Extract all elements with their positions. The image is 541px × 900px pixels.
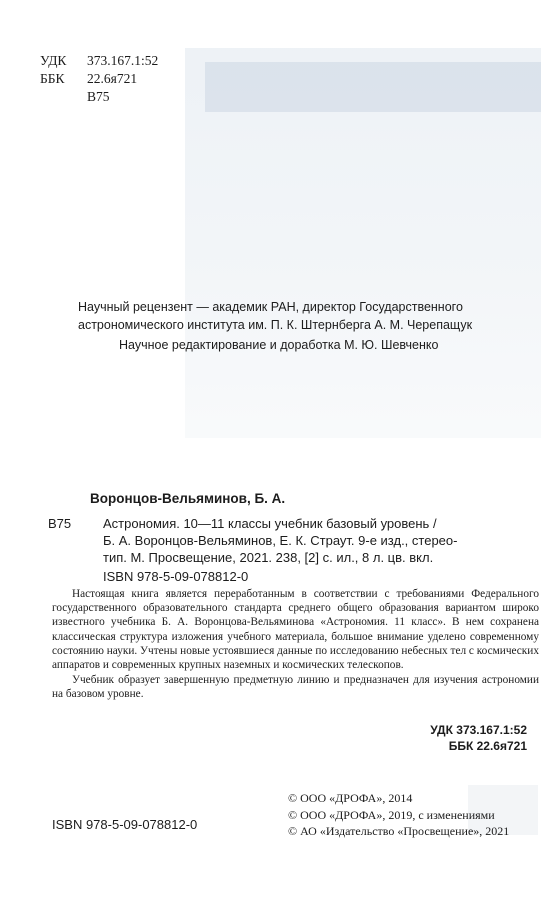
isbn: ISBN 978-5-09-078812-0: [52, 817, 198, 832]
copyright-line: © ООО «ДРОФА», 2014: [288, 791, 413, 805]
index-codes: [430, 722, 527, 754]
copyright-block: [288, 790, 509, 840]
bbk-label: ББК: [40, 71, 65, 86]
show-through-author-band: [205, 62, 541, 112]
udk-row: [40, 52, 158, 70]
udk-label: УДК: [40, 53, 67, 68]
bbk-row: [40, 70, 158, 88]
index-bbk: ББК 22.6я721: [448, 739, 527, 753]
card-author-heading: Воронцов-Вельяминов, Б. А.: [90, 491, 286, 506]
editing-note: Научное редактирование и доработка М. Ю. Шевченко: [119, 338, 439, 352]
reviewer-line: Научный рецензент — академик РАН, директор Государственного: [78, 300, 463, 314]
card-author-mark: В75: [48, 516, 72, 531]
index-udk: УДК 373.167.1:52: [430, 723, 527, 737]
reviewer-note: [78, 298, 541, 334]
card-description-line: Б. А. Воронцов-Вельяминов, Е. К. Страут. 9-е изд., стерео-: [103, 533, 458, 548]
card-description-line: тип. М. Просвещение, 2021. 238, [2] с. ил., 8 л. цв. вкл.: [103, 550, 434, 565]
copyright-line: © ООО «ДРОФА», 2019, с изменениями: [288, 807, 495, 822]
card-description-line: Астрономия. 10—11 классы учебник базовый уровень /: [103, 516, 437, 531]
udk-value: 373.167.1:52: [87, 53, 159, 68]
annotation-paragraph: Учебник образует завершенную предметную линию и предназначен для изучения астрономии на базовом уровне.: [52, 674, 539, 701]
bbk-value: 22.6я721: [87, 71, 138, 86]
reviewer-line: астрономического института им. П. К. Штернберга А. М. Черепащук: [78, 318, 473, 332]
annotation: [52, 587, 539, 702]
classification-block: [40, 52, 158, 106]
annotation-paragraph: Настоящая книга является переработанным в соответствии с требованиями Федерального государственного образовательного стандарта среднего общего образования вариантом широко известного учебника Б. А. Воронцова-Вельяминова «Астрономия. 11 класс». В нем сохранена классическая структура изложения учебного материала, большое внимание уделено современному состоянию науки. Учтены новые устоявшиеся данные по исследованию небесных тел с космических аппаратов и современных крупных наземных и космических телескопов.: [52, 588, 539, 672]
author-mark: В75: [87, 89, 110, 104]
card-isbn: ISBN 978-5-09-078812-0: [103, 569, 249, 584]
copyright-line: © АО «Издательство «Просвещение», 2021: [288, 824, 510, 838]
